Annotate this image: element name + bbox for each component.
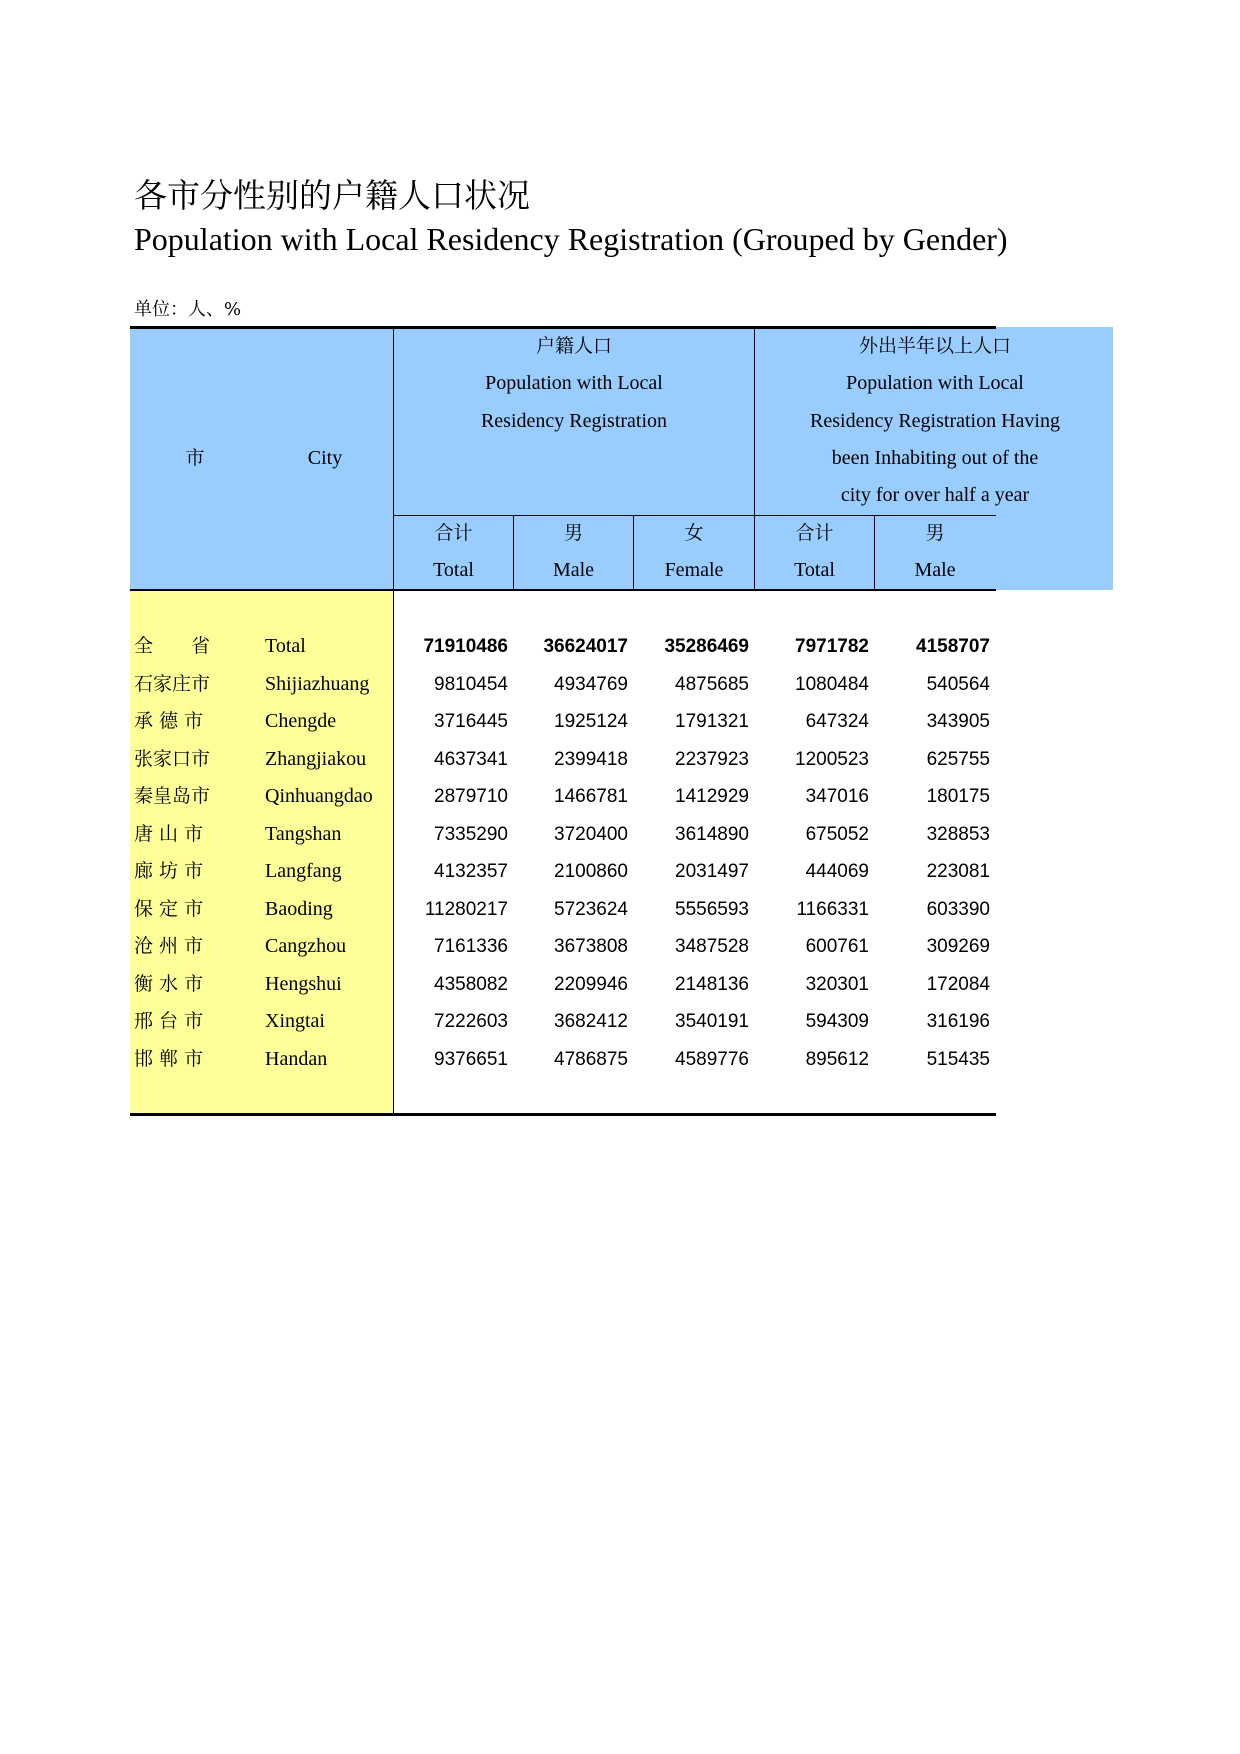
row-value-out-male: 343905 (926, 711, 990, 732)
row-city-english: Hengshui (265, 973, 342, 995)
row-value-total: 9376651 (434, 1049, 508, 1070)
subheader-2-english: Male (552, 559, 595, 581)
row-value-total: 7161336 (434, 936, 508, 957)
subheader-3-english: Female (664, 559, 724, 581)
row-city-chinese: 唐 山 市 (134, 823, 204, 845)
table-row (0, 703, 1240, 740)
row-city-chinese: 衡 水 市 (134, 973, 204, 995)
table-row (0, 1003, 1240, 1040)
row-value-male: 3720400 (554, 824, 628, 845)
city-header-english: City (307, 447, 343, 469)
table-row (0, 1041, 1240, 1078)
row-value-out-male: 316196 (926, 1011, 990, 1032)
row-value-female: 3614890 (675, 824, 749, 845)
row-city-chinese: 邢 台 市 (134, 1010, 204, 1032)
row-value-female: 5556593 (675, 899, 749, 920)
row-value-female: 2148136 (675, 974, 749, 995)
group1-header-chinese: 户籍人口 (535, 335, 612, 357)
subheader-4-english: Total (794, 559, 835, 581)
row-city-chinese: 石家庄市 (134, 673, 211, 695)
subheader-5-english: Male (914, 559, 956, 581)
row-value-male: 5723624 (554, 899, 628, 920)
row-value-female: 3487528 (675, 936, 749, 957)
row-value-total: 4132357 (434, 861, 508, 882)
row-value-male: 2100860 (554, 861, 628, 882)
row-value-male: 4786875 (554, 1049, 628, 1070)
row-value-male: 2209946 (554, 974, 628, 995)
row-value-out-total: 895612 (805, 1049, 869, 1070)
row-value-out-male: 180175 (926, 786, 990, 807)
group2-header-english-line1: Population with Local (846, 372, 1024, 394)
row-value-male: 4934769 (554, 674, 628, 695)
group2-header-english-line4: city for over half a year (840, 484, 1030, 506)
table-row (0, 853, 1240, 890)
row-value-total: 7335290 (434, 824, 508, 845)
group2-header-chinese: 外出半年以上人口 (858, 335, 1011, 357)
group2-header-english-line2: Residency Registration Having (810, 410, 1060, 432)
header-bottom-border (130, 589, 996, 591)
subheader-1-chinese: 合计 (434, 522, 473, 544)
unit-label: 单位：人、% (134, 299, 242, 320)
row-value-male: 2399418 (554, 749, 628, 770)
row-value-out-total: 675052 (805, 824, 869, 845)
row-city-chinese: 廊 坊 市 (134, 860, 204, 882)
table-row (0, 778, 1240, 815)
row-city-english: Xingtai (265, 1010, 325, 1032)
row-value-female: 4875685 (675, 674, 749, 695)
row-value-total: 4358082 (434, 974, 508, 995)
row-city-english: Handan (265, 1048, 328, 1070)
row-value-out-male: 172084 (926, 974, 990, 995)
row-value-out-male: 540564 (926, 674, 990, 695)
table-bottom-border (130, 1113, 996, 1116)
row-city-english: Baoding (265, 898, 333, 920)
row-city-chinese: 沧 州 市 (134, 935, 204, 957)
row-value-male: 3682412 (554, 1011, 628, 1032)
row-value-male: 36624017 (543, 636, 628, 657)
row-city-english: Total (265, 635, 306, 657)
table-title-chinese: 各市分性别的户籍人口状况 (134, 176, 530, 215)
city-header-chinese: 市 (185, 447, 205, 469)
row-value-out-total: 1200523 (795, 749, 869, 770)
row-value-out-male: 309269 (926, 936, 990, 957)
row-value-out-total: 594309 (805, 1011, 869, 1032)
row-value-out-total: 600761 (805, 936, 869, 957)
table-row (0, 816, 1240, 853)
row-value-female: 3540191 (675, 1011, 749, 1032)
row-value-out-male: 223081 (926, 861, 990, 882)
row-value-female: 35286469 (664, 636, 749, 657)
row-value-total: 11280217 (424, 899, 508, 920)
row-city-english: Zhangjiakou (265, 748, 367, 770)
group1-header-english-line1: Population with Local (485, 372, 663, 394)
subheader-3-chinese: 女 (684, 522, 704, 544)
row-value-female: 1791321 (675, 711, 749, 732)
row-value-total: 7222603 (434, 1011, 508, 1032)
table-row (0, 928, 1240, 965)
table-row (0, 966, 1240, 1003)
row-value-out-total: 1166331 (796, 899, 869, 920)
subheader-5-chinese: 男 (925, 522, 945, 544)
table-row (0, 628, 1240, 665)
row-value-female: 2031497 (675, 861, 749, 882)
row-city-english: Chengde (265, 710, 337, 732)
row-city-english: Tangshan (265, 823, 342, 845)
row-city-chinese: 张家口市 (134, 748, 211, 770)
row-city-english: Cangzhou (265, 935, 347, 957)
row-city-english: Qinhuangdao (265, 785, 373, 807)
row-value-male: 1466781 (554, 786, 628, 807)
row-value-out-male: 603390 (926, 899, 990, 920)
row-value-out-male: 4158707 (916, 636, 990, 657)
group2-header-clip (755, 328, 1060, 515)
row-city-chinese: 秦皇岛市 (134, 785, 211, 807)
row-value-total: 2879710 (434, 786, 508, 807)
group1-header-english-line2: Residency Registration (480, 410, 668, 432)
row-value-total: 4637341 (434, 749, 508, 770)
table-row (0, 891, 1240, 928)
row-value-female: 4589776 (675, 1049, 749, 1070)
row-value-total: 3716445 (434, 711, 508, 732)
table-row (0, 741, 1240, 778)
row-value-female: 1412929 (675, 786, 749, 807)
row-city-chinese: 全 省 (134, 635, 211, 657)
table-title-english: Population with Local Residency Registration (Grouped by Gender) (134, 221, 1008, 257)
group2-header-english-line3: been Inhabiting out of the (831, 447, 1039, 469)
row-value-out-total: 1080484 (795, 674, 869, 695)
row-value-out-total: 7971782 (795, 636, 869, 657)
row-value-out-total: 320301 (805, 974, 869, 995)
row-value-out-total: 347016 (805, 786, 869, 807)
row-value-out-male: 625755 (926, 749, 990, 770)
row-value-male: 1925124 (554, 711, 628, 732)
row-value-total: 71910486 (423, 636, 508, 657)
row-city-chinese: 保 定 市 (134, 898, 204, 920)
row-value-female: 2237923 (675, 749, 749, 770)
row-value-out-male: 328853 (926, 824, 990, 845)
row-value-out-total: 647324 (805, 711, 869, 732)
subheader-4-chinese: 合计 (795, 522, 834, 544)
row-value-out-male: 515435 (926, 1049, 990, 1070)
row-city-chinese: 邯 郸 市 (134, 1048, 204, 1070)
subheader-1-english: Total (433, 559, 474, 581)
row-city-english: Langfang (265, 860, 342, 882)
row-value-total: 9810454 (434, 674, 508, 695)
subheader-2-chinese: 男 (563, 522, 583, 544)
row-city-english: Shijiazhuang (265, 673, 370, 695)
row-value-out-total: 444069 (805, 861, 869, 882)
row-value-male: 3673808 (554, 936, 628, 957)
row-city-chinese: 承 德 市 (134, 710, 204, 732)
table-row (0, 666, 1240, 703)
